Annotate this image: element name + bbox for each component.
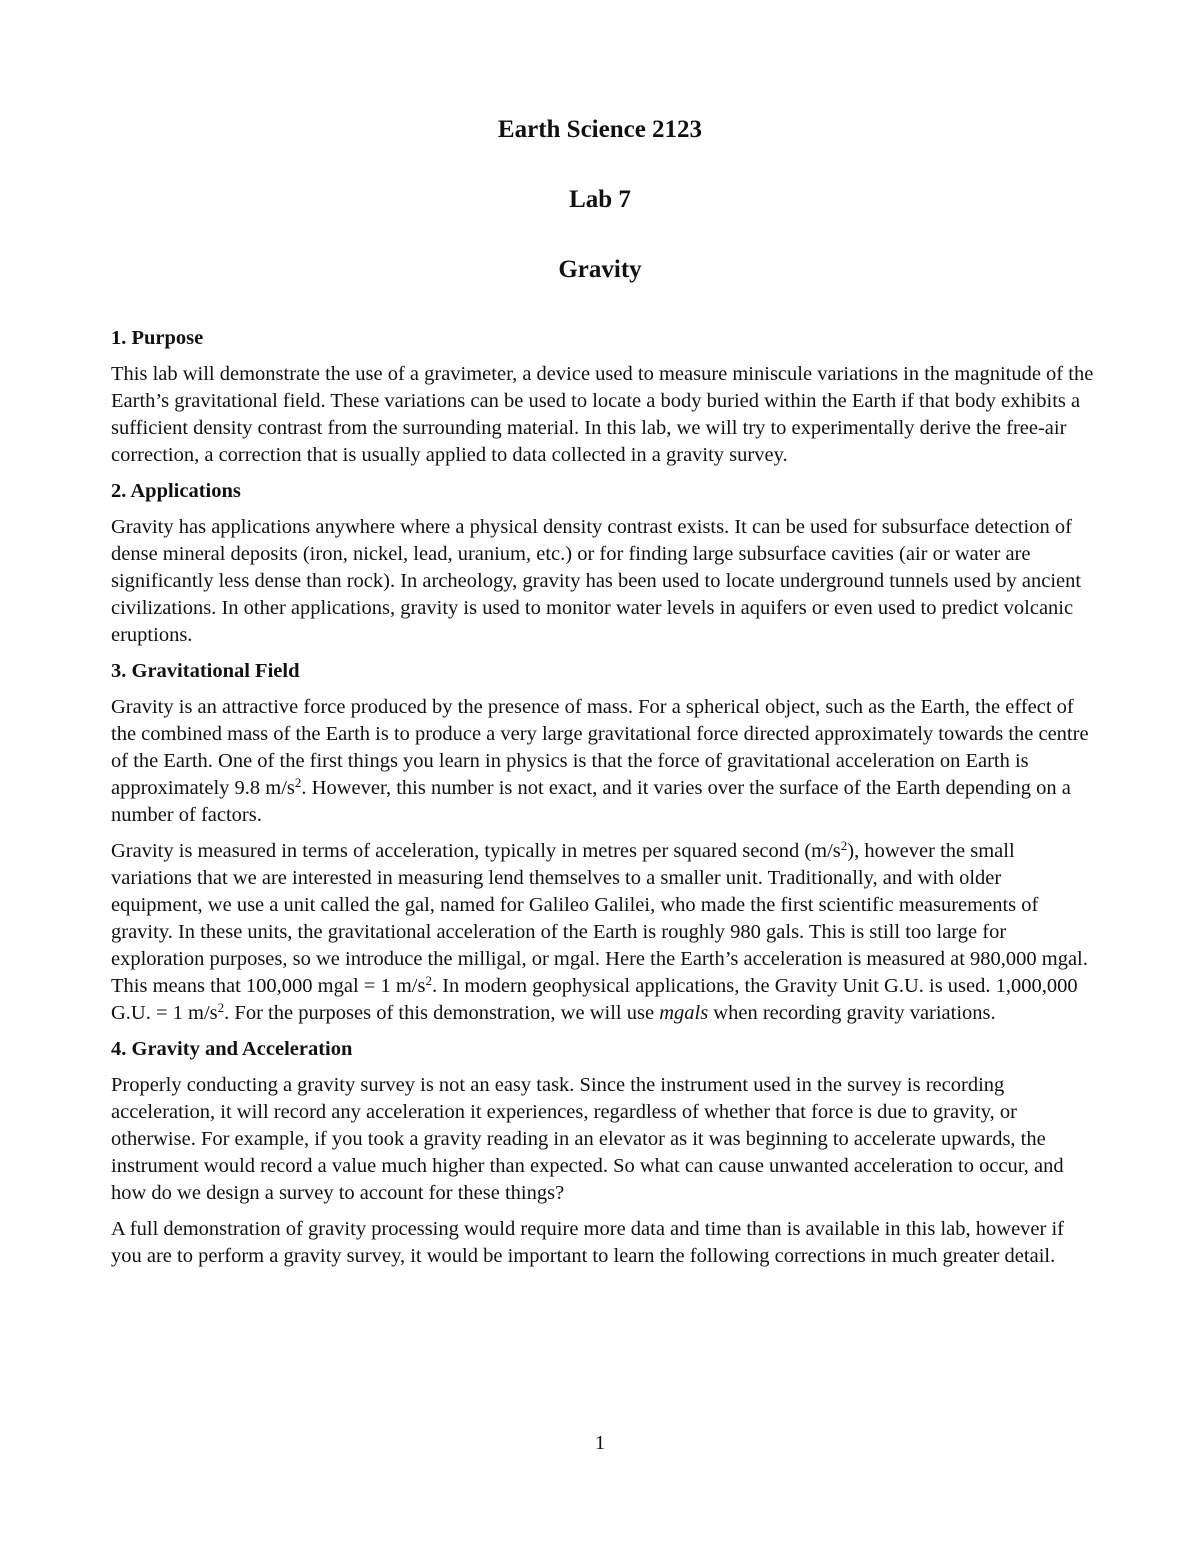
text-run: . In modern geophysical applications, the Gravity Unit G.U. is used. 1,000,000 G.U. = 1 m/s [111,975,1078,1024]
section-paragraph [111,361,1096,469]
text-run: This lab will demonstrate the use of a gravimeter, a device used to measure miniscule variations in the magnitude of the Earth’s gravitational field. These variations can be used to locate a body buried within the Earth if that body exhibits a sufficient density contrast from the surrounding material. In this lab, we will try to experimentally derive the free-air correction, a correction that is usually applied to data collected in a gravity survey. [111,363,1094,466]
lab-number: Lab 7 [569,186,631,213]
lab-topic: Gravity [558,256,642,283]
superscript: 2 [425,973,432,988]
superscript: 2 [294,775,302,790]
section-heading: 4. Gravity and Acceleration [111,1038,353,1060]
text-run: . For the purposes of this demonstration, we will use [224,1002,660,1024]
section-heading: 3. Gravitational Field [111,660,300,682]
section-paragraph [111,1216,1096,1270]
text-run: Gravity is an attractive force produced by the presence of mass. For a spherical object, such as the Earth, the effect of the combined mass of the Earth is to produce a very large gravitational force directed approximately towards the centre of the Earth. One of the first things you learn in physics is that the force of gravitational acceleration on Earth is approximately 9.8 m/s [111,696,1089,799]
superscript: 2 [217,1000,225,1015]
emphasis-text: mgals [659,1002,709,1024]
text-run: . However, this number is not exact, and it varies over the surface of the Earth depending on a number of factors. [111,777,1071,826]
section-paragraph [111,1072,1096,1207]
text-run: Properly conducting a gravity survey is not an easy task. Since the instrument used in the survey is recording acceleration, it will record any acceleration it experiences, regardless of whether that force is due to gravity, or otherwise. For example, if you took a gravity reading in an elevator as it was beginning to accelerate upwards, the instrument would record a value much higher than expected. So what can cause unwanted acceleration to occur, and how do we design a survey to account for these things? [111,1074,1064,1204]
section-paragraph [111,514,1096,649]
text-run: when recording gravity variations. [708,1002,996,1024]
section-heading: 1. Purpose [111,327,204,349]
page-number: 1 [594,1432,606,1454]
section-paragraph [111,694,1096,829]
superscript: 2 [840,838,848,853]
document-body [111,325,1096,1279]
text-run: A full demonstration of gravity processing would require more data and time than is available in this lab, however if you are to perform a gravity survey, it would be important to learn the following corrections in much greater detail. [111,1218,1064,1267]
text-run: Gravity is measured in terms of acceleration, typically in metres per squared second (m/s [111,840,841,862]
text-run: ), however the small variations that we are interested in measuring lend themselves to a smaller unit. Traditionally, and with older equipment, we use a unit called the gal, named for Galileo Galilei, who made the first scientific measurements of gravity. In these units, the gravitational acceleration of the Earth is roughly 980 gals. This is still too large for exploration purposes, so we introduce the milligal, or mgal. Here the Earth’s acceleration is measured at 980,000 mgal. This means that 100,000 mgal = 1 m/s [111,840,1088,997]
text-run: Gravity has applications anywhere where a physical density contrast exists. It can be used for subsurface detection of dense mineral deposits (iron, nickel, lead, uranium, etc.) or for finding large subsurface cavities (air or water are significantly less dense than rock). In archeology, gravity has been used to locate underground tunnels used by ancient civilizations. In other applications, gravity is used to monitor water levels in aquifers or even used to predict volcanic eruptions. [111,516,1082,646]
course-title: Earth Science 2123 [497,116,703,143]
section-paragraph [111,838,1096,1027]
section-heading: 2. Applications [111,480,241,502]
